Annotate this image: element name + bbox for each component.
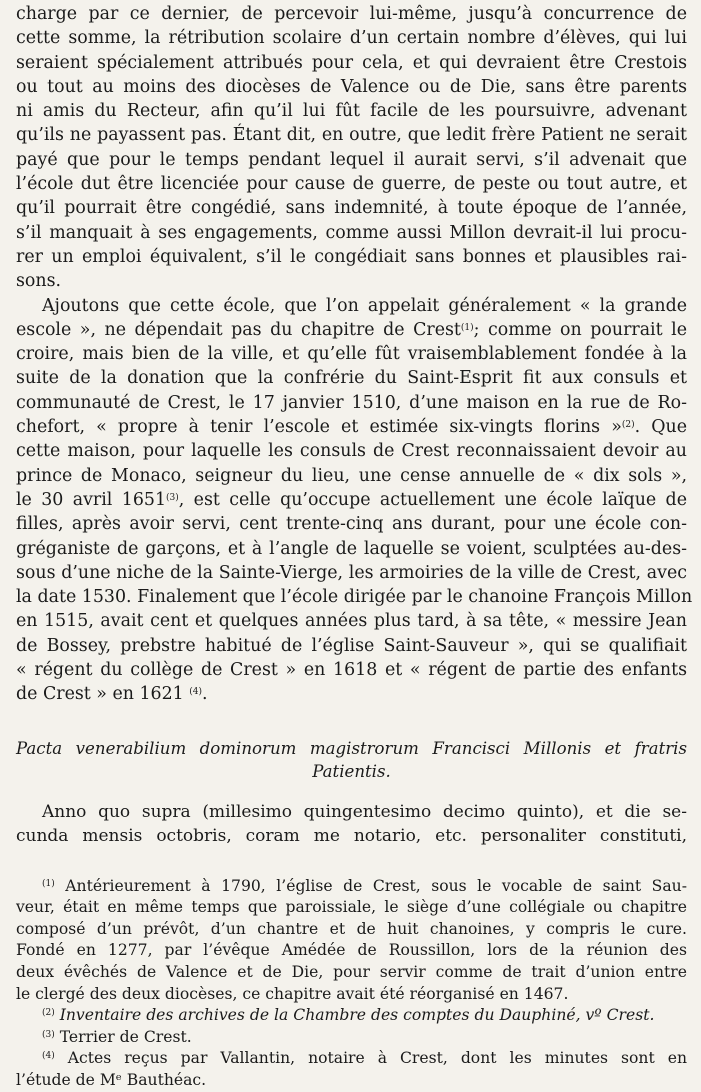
- footnote-4: [16, 1048, 687, 1070]
- text-line: Ajoutons que cette école, que l’on appelait généralement « la grande: [42, 295, 687, 316]
- text-line: prince de Monaco, seigneur du lieu, une cense annuelle de « dix sols »,: [16, 465, 687, 486]
- paragraph-2: [16, 294, 693, 707]
- text-segment: chefort, « propre à tenir l’escole et estimée six-vingts florins »: [16, 417, 622, 438]
- text-line: veur, était en même temps que paroissiale, le siège d’une collégiale ou chapitre: [16, 898, 687, 917]
- heading-line: Patientis.: [312, 761, 391, 781]
- footnote-marker: (2): [42, 1008, 55, 1019]
- text-line: charge par ce dernier, de percevoir lui-même, jusqu’à concurrence de: [16, 4, 687, 24]
- text-line: l’école dut être licenciée pour cause de guerre, de peste ou tout autre, et: [16, 174, 687, 195]
- text-line: filles, après avoir servi, cent trente-cinq ans durant, pour une école con-: [16, 514, 687, 535]
- text-segment: Actes reçus par Vallantin, notaire à Crest, dont les minutes sont en: [67, 1049, 687, 1068]
- text-line: cette maison, pour laquelle les consuls de Crest reconnaissaient devoir au: [16, 441, 687, 462]
- text-line: croire, mais bien de la ville, et qu’elle fût vraisemblablement fondée à la: [16, 344, 687, 365]
- text-line: ni amis du Recteur, afin qu’il lui fût facile de les poursuivre, advenant: [16, 101, 687, 122]
- footnote-marker: (4): [42, 1051, 55, 1062]
- text-segment: Terrier de Crest.: [59, 1027, 192, 1046]
- text-segment: , est celle qu’occupe actuellement une école laïque de: [178, 489, 687, 510]
- text-line: qu’il pourrait être congédié, sans indemnité, à toute époque de l’année,: [16, 198, 687, 219]
- text-line: de Crest » en 1621 $^{(4)}$.: [16, 684, 208, 705]
- section-heading: [16, 737, 687, 783]
- text-line: gréganiste de garçons, et à l’angle de laquelle se voient, sculptées au-des-: [16, 538, 687, 559]
- text-line: en 1515, avait cent et quelques années plus tard, à sa tête, « messire Jean: [16, 611, 687, 632]
- footnote-ref: (3): [166, 492, 179, 503]
- text-line: « régent du collège de Crest » en 1618 et « régent de partie des enfants: [16, 660, 687, 681]
- text-line: le clergé des deux diocèses, ce chapitre avait été réorganisé en 1467.: [16, 984, 569, 1003]
- text-line: ou tout au moins des diocèses de Valence ou de Die, sans être parents: [16, 76, 687, 97]
- text-line: communauté de Crest, le 17 janvier 1510, d’une maison en la rue de Ro-: [16, 392, 687, 413]
- text-line: deux évêchés de Valence et de Die, pour servir comme de trait d’union entre: [16, 962, 687, 981]
- text-segment: ; comme on pourrait le: [473, 319, 687, 340]
- footnote-ref: (2): [621, 420, 635, 431]
- text-line: [16, 415, 687, 439]
- text-line: seraient spécialement attribués pour cela, et qui devraient être Crestois: [16, 52, 687, 73]
- text-line: qu’ils ne payassent pas. Étant dit, en outre, que ledit frère Patient ne serait: [16, 125, 687, 146]
- text-line: cunda mensis octobris, coram me notario, etc. personaliter constituti,: [16, 825, 687, 846]
- text-line: s’il manquait à ses engagements, comme aussi Millon devrait-il lui procu-: [16, 222, 687, 243]
- paragraph-1: [16, 2, 687, 294]
- latin-paragraph: [16, 800, 687, 848]
- text-line: [16, 488, 687, 512]
- heading-line: Pacta venerabilium dominorum magistrorum Francisci Millonis et fratris: [16, 738, 687, 758]
- text-segment: le 30 avril 1651: [16, 489, 167, 510]
- footnotes: [16, 876, 687, 1092]
- text-line: sous d’une niche de la Sainte-Vierge, les armoiries de la ville de Crest, avec: [16, 562, 687, 583]
- text-line: Anno quo supra (millesimo quingentesimo decimo quinto), et die se-: [42, 801, 687, 822]
- footnote-ref: (4): [189, 687, 203, 698]
- footnote-marker: (1): [42, 878, 55, 889]
- footnote-2: [16, 1005, 687, 1027]
- text-segment: Inventaire des archives de la Chambre des comptes du Dauphiné, vº Crest.: [59, 1006, 655, 1025]
- text-line: suite de la donation que la confrérie du Saint-Esprit fit aux consuls et: [16, 368, 687, 389]
- text-line: de Bossey, prebstre habitué de l’église Saint-Sauveur », qui se qualifiait: [16, 635, 687, 656]
- footnote-1: [16, 876, 687, 898]
- text-line: la date 1530. Finalement que l’école dirigée par le chanoine François Millon: [16, 587, 693, 608]
- text-line: Fondé en 1277, par l’évêque Amédée de Roussillon, lors de la réunion des: [16, 941, 687, 960]
- text-line: cette somme, la rétribution scolaire d’un certain nombre d’élèves, qui lui: [16, 28, 687, 49]
- text-segment: Antérieurement à 1790, l’église de Crest, sous le vocable de saint Sau-: [65, 876, 687, 895]
- footnote-marker: (3): [42, 1029, 55, 1040]
- text-line: [16, 318, 687, 342]
- text-line: composé d’un prévôt, d’un chantre et de huit chanoines, y compris le cure.: [16, 919, 687, 938]
- text-segment: . Que: [634, 417, 687, 438]
- text-line: sons.: [16, 271, 62, 292]
- footnote-ref: (1): [460, 322, 474, 333]
- footnote-3: [16, 1027, 687, 1049]
- text-line: rer un emploi équivalent, s’il le congédiait sans bonnes et plausibles rai-: [16, 246, 687, 267]
- text-line: payé que pour le temps pendant lequel il aurait servi, s’il advenait que: [16, 149, 687, 170]
- text-line: l’étude de Mᵉ Bauthéac.: [16, 1070, 207, 1089]
- text-segment: escole », ne dépendait pas du chapitre de Crest: [16, 319, 461, 340]
- text-segment: de Crest » en 1621: [16, 684, 184, 705]
